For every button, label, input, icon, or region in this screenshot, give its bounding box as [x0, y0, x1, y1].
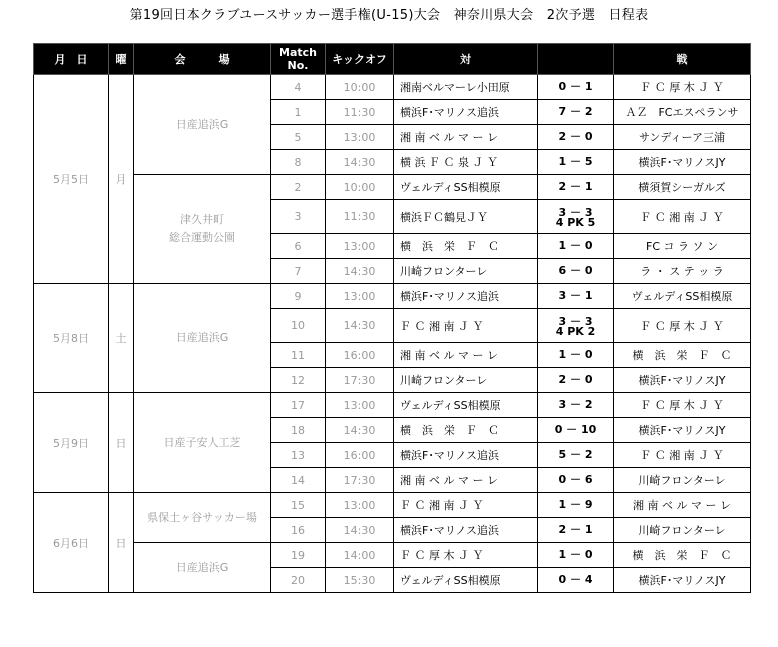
- venue: 県保土ヶ谷サッカー場: [134, 493, 271, 543]
- home-team: ヴェルディSS相模原: [394, 175, 538, 200]
- kickoff-time: 13:00: [326, 125, 394, 150]
- score: [538, 200, 614, 234]
- match-weekday: 日: [109, 393, 134, 493]
- match-number: 8: [271, 150, 326, 175]
- away-team: FC コ ラ ソ ン: [614, 234, 751, 259]
- home-team: 横 浜 栄 Ｆ Ｃ: [394, 418, 538, 443]
- kickoff-time: 11:30: [326, 200, 394, 234]
- header-match-no-line2: No.: [287, 59, 309, 72]
- match-number: 13: [271, 443, 326, 468]
- home-team: ヴェルディSS相模原: [394, 568, 538, 593]
- score: [538, 259, 614, 284]
- match-number: 12: [271, 368, 326, 393]
- match-row: [34, 493, 751, 518]
- kickoff-time: 13:00: [326, 393, 394, 418]
- score-main: 0 － 1: [558, 80, 593, 93]
- score: [538, 284, 614, 309]
- score-main: 5 － 2: [558, 448, 593, 461]
- score: [538, 568, 614, 593]
- header-match-no-line1: Match: [279, 46, 317, 59]
- score-main: 1 － 5: [558, 155, 593, 168]
- home-team: 川崎フロンターレ: [394, 368, 538, 393]
- venue-line: 津久井町: [180, 213, 224, 226]
- score: [538, 443, 614, 468]
- kickoff-time: 13:00: [326, 493, 394, 518]
- score: [538, 343, 614, 368]
- match-number: 11: [271, 343, 326, 368]
- page-title: 第19回日本クラブユースサッカー選手権(U-15)大会 神奈川県大会 2次予選 日程表: [129, 8, 649, 23]
- header-sen: 戦: [614, 44, 751, 75]
- kickoff-time: 13:00: [326, 284, 394, 309]
- score-main: 0 － 4: [558, 573, 593, 586]
- away-team: 川崎フロンターレ: [614, 518, 751, 543]
- score: [538, 543, 614, 568]
- away-team: 川崎フロンターレ: [614, 468, 751, 493]
- away-team: 横浜F･マリノスJY: [614, 568, 751, 593]
- home-team: 横 浜 栄 Ｆ Ｃ: [394, 234, 538, 259]
- header-match-no: [271, 44, 326, 75]
- header-vs: 対: [394, 44, 538, 75]
- score: [538, 125, 614, 150]
- away-team: サンディーア三浦: [614, 125, 751, 150]
- score-main: 0 － 6: [558, 473, 593, 486]
- score: [538, 75, 614, 100]
- match-row: [34, 543, 751, 568]
- away-team: Ｆ Ｃ 厚 木 Ｊ Ｙ: [614, 75, 751, 100]
- away-team: 湘 南 ベ ル マ ー レ: [614, 493, 751, 518]
- score-main: 0 － 10: [554, 423, 597, 436]
- score: [538, 468, 614, 493]
- home-team: Ｆ Ｃ 厚 木 Ｊ Ｙ: [394, 543, 538, 568]
- header-row: [34, 44, 751, 75]
- home-team: 横浜ＦＣ鶴見ＪＹ: [394, 200, 538, 234]
- kickoff-time: 16:00: [326, 443, 394, 468]
- home-team: 湘 南 ベ ル マ ー レ: [394, 468, 538, 493]
- venue: 日産子安人工芝: [134, 393, 271, 493]
- kickoff-time: 14:00: [326, 543, 394, 568]
- match-date: 5月5日: [34, 75, 109, 284]
- home-team: Ｆ Ｃ 湘 南 Ｊ Ｙ: [394, 493, 538, 518]
- header-date: 月 日: [34, 44, 109, 75]
- match-number: 5: [271, 125, 326, 150]
- score-main: 6 － 0: [558, 264, 593, 277]
- away-team: 横 浜 栄 Ｆ Ｃ: [614, 543, 751, 568]
- score: [538, 493, 614, 518]
- venue: 日産追浜G: [134, 75, 271, 175]
- score: [538, 393, 614, 418]
- away-team: Ｆ Ｃ 湘 南 Ｊ Ｙ: [614, 443, 751, 468]
- score-main: 3 － 3: [558, 314, 593, 328]
- score: [538, 100, 614, 125]
- venue: [134, 175, 271, 284]
- match-number: 7: [271, 259, 326, 284]
- score-main: 1 － 0: [558, 348, 593, 361]
- score-pk: 4 PK 5: [555, 215, 596, 229]
- match-number: 16: [271, 518, 326, 543]
- score: [538, 418, 614, 443]
- match-row: [34, 393, 751, 418]
- match-number: 19: [271, 543, 326, 568]
- home-team: 湘 南 ベ ル マ ー レ: [394, 125, 538, 150]
- score: [538, 234, 614, 259]
- match-number: 4: [271, 75, 326, 100]
- score-pk: 4 PK 2: [555, 324, 596, 338]
- match-row: [34, 75, 751, 100]
- score: [538, 309, 614, 343]
- venue: 日産追浜G: [134, 284, 271, 393]
- kickoff-time: 11:30: [326, 100, 394, 125]
- score: [538, 518, 614, 543]
- score-main: 1 － 0: [558, 239, 593, 252]
- kickoff-time: 14:30: [326, 418, 394, 443]
- away-team: 横浜F･マリノスJY: [614, 418, 751, 443]
- match-number: 2: [271, 175, 326, 200]
- match-number: 14: [271, 468, 326, 493]
- away-team: 横浜F･マリノスJY: [614, 150, 751, 175]
- score-main: 7 － 2: [558, 105, 593, 118]
- score: [538, 175, 614, 200]
- match-date: 5月8日: [34, 284, 109, 393]
- match-number: 1: [271, 100, 326, 125]
- match-number: 9: [271, 284, 326, 309]
- kickoff-time: 10:00: [326, 75, 394, 100]
- score: [538, 150, 614, 175]
- score-main: 1 － 0: [558, 548, 593, 561]
- away-team: 横浜F･マリノスJY: [614, 368, 751, 393]
- kickoff-time: 14:30: [326, 259, 394, 284]
- kickoff-time: 10:00: [326, 175, 394, 200]
- match-weekday: 土: [109, 284, 134, 393]
- score-main: 2 － 0: [558, 130, 593, 143]
- match-number: 3: [271, 200, 326, 234]
- match-number: 17: [271, 393, 326, 418]
- match-number: 6: [271, 234, 326, 259]
- home-team: 横浜F･マリノス追浜: [394, 518, 538, 543]
- match-weekday: 月: [109, 75, 134, 284]
- score-main: 2 － 1: [558, 180, 593, 193]
- venue-line: 総合運動公園: [169, 231, 235, 244]
- away-team: ＡＺ FCエスペランサ: [614, 100, 751, 125]
- home-team: ヴェルディSS相模原: [394, 393, 538, 418]
- kickoff-time: 14:30: [326, 518, 394, 543]
- away-team: 横 浜 栄 Ｆ Ｃ: [614, 343, 751, 368]
- score-main: 3 － 3: [558, 205, 593, 219]
- kickoff-time: 17:30: [326, 368, 394, 393]
- home-team: 湘 南 ベ ル マ ー レ: [394, 343, 538, 368]
- home-team: 横浜F･マリノス追浜: [394, 443, 538, 468]
- score-main: 1 － 9: [558, 498, 593, 511]
- kickoff-time: 16:00: [326, 343, 394, 368]
- match-row: [34, 284, 751, 309]
- score-main: 2 － 1: [558, 523, 593, 536]
- away-team: ヴェルディSS相模原: [614, 284, 751, 309]
- away-team: 横須賀シーガルズ: [614, 175, 751, 200]
- home-team: 横浜F･マリノス追浜: [394, 100, 538, 125]
- kickoff-time: 13:00: [326, 234, 394, 259]
- header-day: 曜: [109, 44, 134, 75]
- away-team: ラ ・ ス テ ッ ラ: [614, 259, 751, 284]
- score-main: 3 － 1: [558, 289, 593, 302]
- header-kickoff: キックオフ: [326, 44, 394, 75]
- match-weekday: 日: [109, 493, 134, 593]
- home-team: Ｆ Ｃ 湘 南 Ｊ Ｙ: [394, 309, 538, 343]
- kickoff-time: 14:30: [326, 150, 394, 175]
- score-main: 2 － 0: [558, 373, 593, 386]
- home-team: 横浜F･マリノス追浜: [394, 284, 538, 309]
- match-date: 5月9日: [34, 393, 109, 493]
- match-row: [34, 175, 751, 200]
- header-venue: 会 場: [134, 44, 271, 75]
- home-team: 湘南ベルマーレ小田原: [394, 75, 538, 100]
- away-team: Ｆ Ｃ 湘 南 Ｊ Ｙ: [614, 200, 751, 234]
- match-number: 20: [271, 568, 326, 593]
- away-team: Ｆ Ｃ 厚 木 Ｊ Ｙ: [614, 309, 751, 343]
- schedule-table: [33, 43, 751, 593]
- match-date: 6月6日: [34, 493, 109, 593]
- venue: 日産追浜G: [134, 543, 271, 593]
- header-vs-mid: [538, 44, 614, 75]
- home-team: 川崎フロンターレ: [394, 259, 538, 284]
- score: [538, 368, 614, 393]
- kickoff-time: 14:30: [326, 309, 394, 343]
- away-team: Ｆ Ｃ 厚 木 Ｊ Ｙ: [614, 393, 751, 418]
- match-number: 10: [271, 309, 326, 343]
- home-team: 横 浜 Ｆ Ｃ 泉 Ｊ Ｙ: [394, 150, 538, 175]
- score-main: 3 － 2: [558, 398, 593, 411]
- match-number: 18: [271, 418, 326, 443]
- kickoff-time: 15:30: [326, 568, 394, 593]
- match-number: 15: [271, 493, 326, 518]
- kickoff-time: 17:30: [326, 468, 394, 493]
